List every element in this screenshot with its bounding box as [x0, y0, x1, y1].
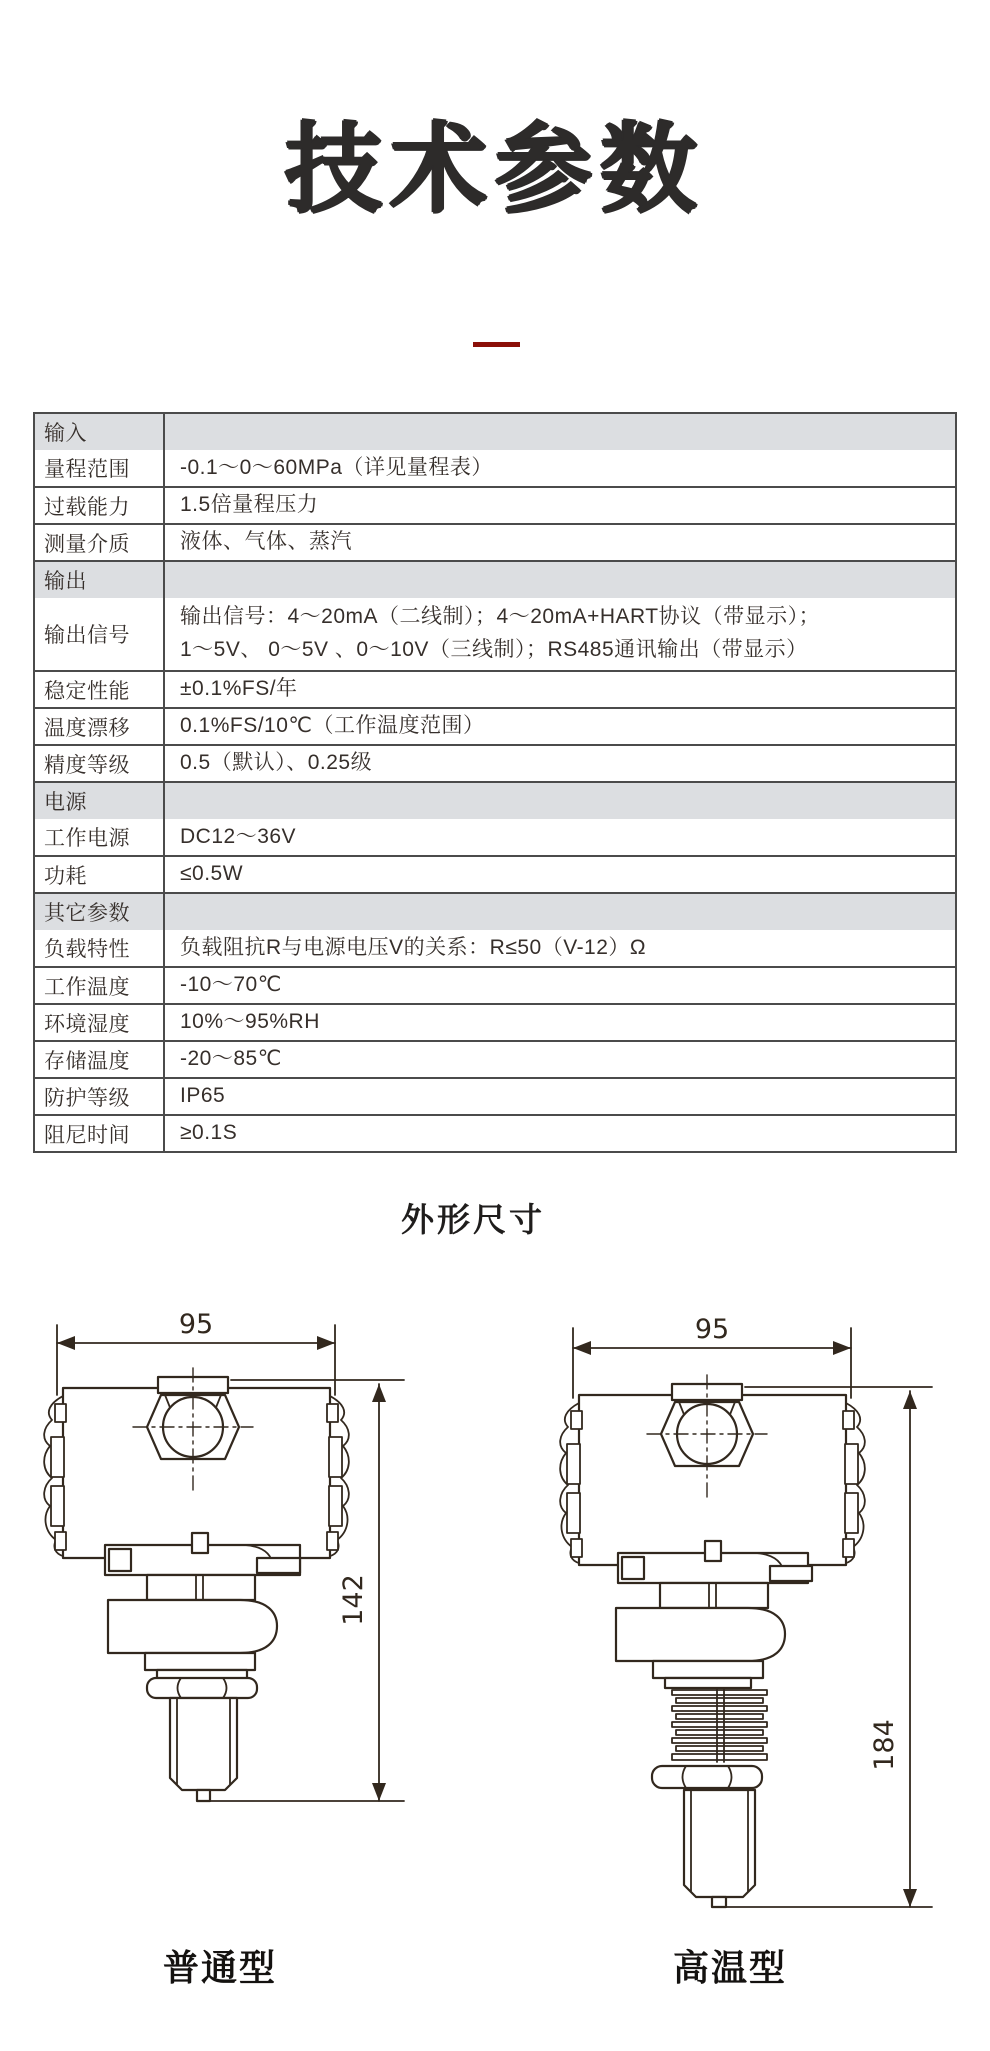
dimensions-heading: 外形尺寸: [401, 1201, 545, 1238]
standard-type-drawing: [15, 1300, 405, 1820]
dimension-label-width: 95: [178, 1309, 214, 1340]
spec-value-line: 1～5V、 0～5V 、0～10V（三线制）；RS485通讯输出（带显示）: [180, 638, 808, 661]
table-row: [34, 819, 956, 856]
spec-value-line: 0.5（默认）、0.25级: [180, 751, 373, 775]
standard-type-label: 普通型: [162, 1947, 277, 1988]
spec-value-cell: [164, 561, 956, 598]
dimension-label-height: 142: [338, 1574, 369, 1626]
table-row: [34, 708, 956, 745]
spec-value-cell: [164, 819, 956, 856]
spec-value-cell: [164, 450, 956, 487]
spec-value-line: DC12～36V: [180, 824, 297, 848]
page-title: 技术参数: [285, 115, 705, 224]
spec-label-cell: 量程范围: [34, 450, 164, 487]
spec-value-cell: [164, 967, 956, 1004]
spec-value-line: IP65: [180, 1084, 226, 1108]
spec-label-cell: 防护等级: [34, 1078, 164, 1115]
table-row: [34, 893, 956, 930]
table-row: [34, 856, 956, 893]
spec-value-cell: [164, 671, 956, 708]
spec-value-cell: [164, 1004, 956, 1041]
table-row: [34, 930, 956, 967]
spec-value-cell: [164, 856, 956, 893]
table-row: [34, 782, 956, 819]
accent-divider: [473, 342, 520, 347]
spec-label-cell: 负载特性: [34, 930, 164, 967]
table-row: [34, 1004, 956, 1041]
dimension-label-height: 184: [869, 1719, 900, 1771]
spec-label-cell: 输出: [34, 561, 164, 598]
table-row: [34, 671, 956, 708]
spec-value-cell: [164, 1078, 956, 1115]
spec-label-cell: 输出信号: [34, 598, 164, 671]
spec-label-cell: 其它参数: [34, 893, 164, 930]
spec-label-cell: 过载能力: [34, 487, 164, 524]
spec-value-cell: [164, 745, 956, 782]
table-row: [34, 598, 956, 671]
spec-table: [33, 412, 957, 1153]
spec-value-cell: [164, 413, 956, 450]
spec-value-cell: [164, 930, 956, 967]
spec-value-cell: [164, 598, 956, 671]
spec-label-cell: 温度漂移: [34, 708, 164, 745]
dimension-label-width: 95: [694, 1314, 730, 1345]
spec-value-cell: [164, 1041, 956, 1078]
high-temp-type-label: 高温型: [672, 1947, 787, 1988]
table-row: [34, 967, 956, 1004]
spec-value-cell: [164, 524, 956, 561]
table-row: [34, 413, 956, 450]
spec-label-cell: 稳定性能: [34, 671, 164, 708]
spec-label-cell: 精度等级: [34, 745, 164, 782]
spec-value-cell: [164, 782, 956, 819]
spec-value-line: -0.1～0～60MPa（详见量程表）: [180, 455, 493, 479]
spec-label-cell: 测量介质: [34, 524, 164, 561]
spec-value-line: 负载阻抗R与电源电压V的关系：R≤50（V-12）Ω: [180, 935, 647, 959]
spec-value-cell: [164, 1115, 956, 1152]
table-row: [34, 487, 956, 524]
spec-value-line: -20～85℃: [180, 1047, 282, 1071]
spec-label-cell: 输入: [34, 413, 164, 450]
spec-label-cell: 阻尼时间: [34, 1115, 164, 1152]
spec-label-cell: 环境湿度: [34, 1004, 164, 1041]
spec-value-line: 1.5倍量程压力: [180, 493, 319, 517]
table-row: [34, 745, 956, 782]
spec-value-line: 0.1%FS/10℃（工作温度范围）: [180, 714, 485, 738]
table-row: [34, 1041, 956, 1078]
spec-label-cell: 存储温度: [34, 1041, 164, 1078]
spec-value-line: ≤0.5W: [180, 862, 244, 886]
spec-value-cell: [164, 708, 956, 745]
table-row: [34, 561, 956, 598]
spec-value-line: ±0.1%FS/年: [180, 677, 298, 701]
table-row: [34, 524, 956, 561]
spec-value-line: 液体、气体、蒸汽: [180, 530, 352, 554]
spec-label-cell: 工作温度: [34, 967, 164, 1004]
table-row: [34, 450, 956, 487]
spec-value-line: -10～70℃: [180, 973, 282, 997]
table-row: [34, 1115, 956, 1152]
spec-label-cell: 工作电源: [34, 819, 164, 856]
table-row: [34, 1078, 956, 1115]
spec-value-line: 10%～95%RH: [180, 1010, 320, 1034]
spec-value-line: ≥0.1S: [180, 1121, 238, 1145]
spec-value-cell: [164, 487, 956, 524]
high-temp-type-drawing: [520, 1300, 940, 1920]
spec-value-cell: [164, 893, 956, 930]
spec-value-line: 输出信号：4～20mA（二线制）；4～20mA+HART协议（带显示）；: [180, 605, 821, 629]
spec-label-cell: 电源: [34, 782, 164, 819]
spec-label-cell: 功耗: [34, 856, 164, 893]
